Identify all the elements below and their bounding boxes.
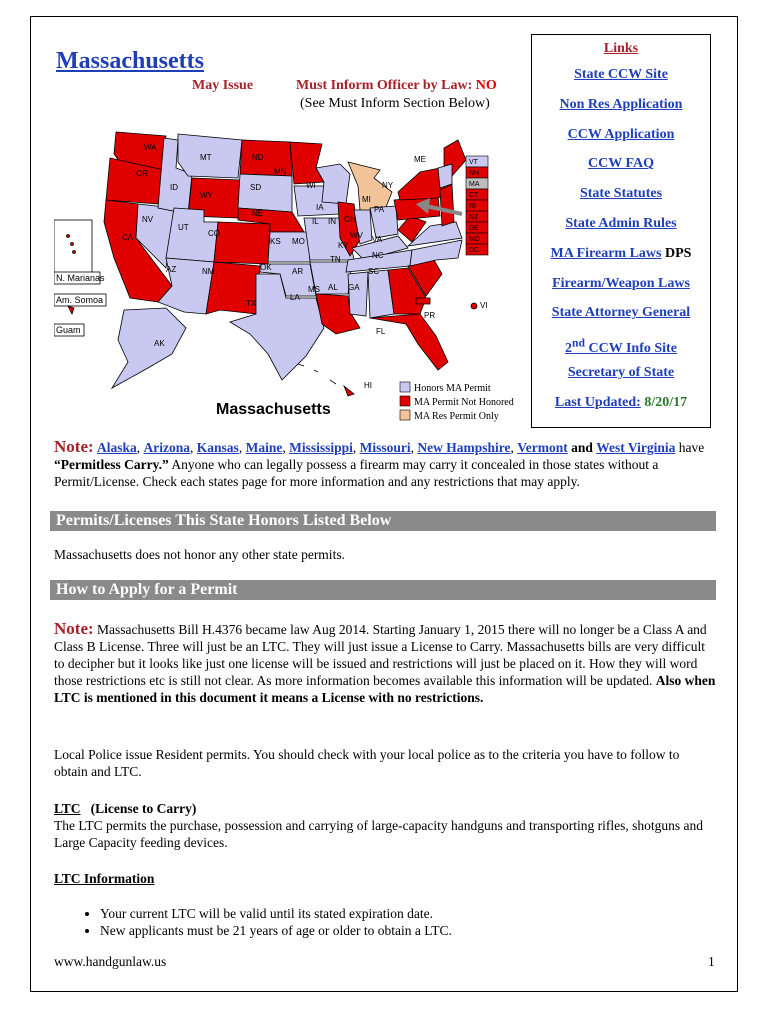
links-box: [531, 34, 711, 428]
svg-text:ID: ID: [170, 183, 178, 192]
svg-text:WV: WV: [350, 231, 363, 240]
svg-text:NE: NE: [252, 209, 264, 218]
link-firearm-weapon-laws[interactable]: Firearm/Weapon Laws: [552, 275, 690, 291]
svg-text:MS: MS: [308, 285, 320, 294]
state-hi: [298, 364, 354, 396]
svg-text:IN: IN: [328, 217, 336, 226]
svg-text:MA: MA: [469, 181, 480, 188]
list-item: • Your current LTC will be valid until its stated expiration date.: [100, 905, 716, 922]
svg-text:VA: VA: [372, 235, 383, 244]
svg-text:LA: LA: [290, 293, 300, 302]
section-honors-header: Permits/Licenses This State Honors Listed Below: [50, 511, 716, 531]
svg-text:OR: OR: [136, 169, 148, 178]
svg-text:CO: CO: [208, 229, 220, 238]
svg-text:MN: MN: [274, 167, 287, 176]
svg-text:NV: NV: [142, 215, 154, 224]
link-ccw-application[interactable]: CCW Application: [567, 126, 675, 142]
svg-text:NM: NM: [202, 267, 215, 276]
svg-text:CT: CT: [469, 192, 479, 199]
link-missouri[interactable]: Missouri: [359, 440, 411, 455]
page-number: 1: [708, 954, 715, 969]
svg-text:ND: ND: [252, 153, 264, 162]
page-title: Massachusetts: [56, 48, 204, 74]
svg-text:FL: FL: [376, 327, 386, 336]
svg-text:OK: OK: [260, 263, 272, 272]
svg-text:MA Permit Not Honored: MA Permit Not Honored: [414, 397, 514, 408]
svg-text:UT: UT: [178, 223, 189, 232]
territory-guam: Guam: [56, 325, 81, 335]
state-pr: [416, 298, 430, 304]
svg-text:SD: SD: [250, 183, 262, 192]
svg-text:WY: WY: [200, 191, 213, 200]
link-alaska[interactable]: Alaska: [97, 440, 137, 455]
svg-text:AK: AK: [154, 339, 165, 348]
link-arizona[interactable]: Arizona: [143, 440, 191, 455]
state-vi: [471, 303, 477, 309]
svg-text:NH: NH: [469, 170, 480, 177]
svg-text:SC: SC: [368, 267, 380, 276]
svg-text:MT: MT: [200, 153, 212, 162]
svg-text:GA: GA: [348, 283, 360, 292]
svg-text:TX: TX: [246, 299, 257, 308]
must-inform-value: NO: [475, 78, 497, 93]
link-state-admin-rules[interactable]: State Admin Rules: [565, 215, 677, 231]
link-mississippi[interactable]: Mississippi: [289, 440, 353, 455]
state-ak: [112, 308, 186, 388]
svg-text:KY: KY: [338, 241, 349, 250]
honors-text: Massachusetts does not honor any other state permits.: [54, 547, 345, 562]
link-ccw-faq[interactable]: CCW FAQ: [588, 156, 654, 172]
svg-text:WI: WI: [306, 181, 316, 190]
map-caption: Massachusetts: [216, 401, 331, 418]
svg-text:PA: PA: [374, 205, 385, 214]
ltc-text: The LTC permits the purchase, possession and carrying of large-capacity handguns and transporting rifles, shotguns and Large Capacity feeding devices.: [54, 818, 703, 850]
link-state-ccw-site[interactable]: State CCW Site: [574, 67, 668, 82]
state-nh-vt: [438, 164, 452, 188]
svg-text:NJ: NJ: [469, 214, 478, 221]
territory-am-somoa: Am. Somoa: [56, 295, 104, 305]
svg-text:AR: AR: [292, 267, 304, 276]
svg-text:VI: VI: [480, 301, 488, 310]
list-item: • New applicants must be 21 years of age or older to obtain a LTC.: [100, 922, 716, 939]
must-inform-note: (See Must Inform Section Below): [300, 96, 490, 111]
svg-text:MO: MO: [292, 237, 305, 246]
svg-text:AZ: AZ: [166, 265, 177, 274]
svg-text:VT: VT: [469, 159, 478, 166]
svg-text:DE: DE: [469, 225, 479, 232]
footer-site: www.handgunlaw.us: [54, 954, 167, 969]
svg-text:MI: MI: [362, 195, 371, 204]
state-sd: [238, 174, 292, 212]
svg-text:KS: KS: [270, 237, 281, 246]
ltc-block: LTC (License to Carry) The LTC permits the purchase, possession and carrying of large-capacity handguns and transporting rifles, shotguns and Large Capacity feeding devices.: [54, 801, 703, 850]
svg-text:CA: CA: [122, 233, 134, 242]
link-ma-firearm-laws[interactable]: MA Firearm Laws: [550, 245, 662, 261]
must-inform-label: Must Inform Officer by Law:: [296, 78, 473, 93]
svg-text:Honors MA Permit: Honors MA Permit: [414, 383, 491, 394]
state-ms: [348, 272, 368, 316]
svg-text:NC: NC: [372, 251, 384, 260]
territory-n-marianas: N. Marianas: [56, 273, 105, 283]
link-state-attorney-general[interactable]: State Attorney General: [551, 305, 691, 321]
svg-text:PR: PR: [424, 311, 436, 320]
svg-text:DC: DC: [469, 247, 480, 254]
ltc-info-title: LTC Information: [54, 871, 155, 886]
must-inform: [296, 78, 497, 94]
dps-label: DPS: [665, 245, 692, 261]
svg-text:AL: AL: [328, 283, 338, 292]
police-text: Local Police issue Resident permits. You should check with your local police as to the criteria you have to follow to obtain and LTC.: [54, 747, 680, 779]
link-state-statutes[interactable]: State Statutes: [579, 186, 663, 202]
link-kansas[interactable]: Kansas: [196, 440, 239, 455]
link-ccw-info-site[interactable]: 2nd CCW Info Site: [565, 336, 677, 356]
permitless-carry-note: Note: Alaska, Arizona, Kansas, Maine, Mississippi, Missouri, New Hampshire, Vermont and West Virginia have “Permitless Carry.” Anyone who can legally possess a firearm may carry it concealed in those states without a Permit/License. Check each states page for more information and any restrictions that may apply.: [54, 437, 705, 489]
svg-text:ME: ME: [414, 155, 426, 164]
reciprocity-map: [54, 118, 530, 428]
svg-text:IL: IL: [312, 217, 319, 226]
svg-text:RI: RI: [469, 203, 476, 210]
link-secretary-of-state[interactable]: Secretary of State: [567, 364, 675, 380]
svg-text:NY: NY: [382, 181, 394, 190]
svg-text:HI: HI: [364, 381, 372, 390]
section-apply-header: How to Apply for a Permit: [50, 580, 716, 600]
svg-text:MD: MD: [469, 236, 480, 243]
state-mn: [290, 142, 324, 184]
ltc-label: LTC: [54, 801, 81, 816]
svg-text:OH: OH: [344, 215, 356, 224]
bill-note: Note: Massachusetts Bill H.4376 became law Aug 2014. Starting January 1, 2015 there will no longer be a Class A and Class B License. Three will just be an LTC. They will just issue a License to Carry. Massachusetts bills are very difficult to decipher but it looks like just one license will be issued and restrictions will just be placed on it. How they will word those restrictions etc is still not clear. As more information becomes available this information will be updated. Also when LTC is mentioned in this document it means a License with no restrictions.: [54, 619, 716, 705]
svg-text:IA: IA: [316, 203, 324, 212]
ltc-info-list: [54, 905, 716, 939]
links-heading: Links: [603, 41, 639, 56]
map-legend: [400, 382, 514, 422]
link-new-hampshire[interactable]: New Hampshire: [417, 440, 511, 455]
svg-text:MA Res Permit Only: MA Res Permit Only: [414, 411, 499, 422]
link-maine[interactable]: Maine: [245, 440, 283, 455]
state-co: [214, 222, 270, 264]
issue-type: May Issue: [192, 78, 254, 93]
svg-text:WA: WA: [144, 143, 157, 152]
svg-text:TN: TN: [330, 255, 341, 264]
last-updated: Last Updated: 8/20/17: [554, 394, 688, 410]
link-vermont[interactable]: Vermont: [517, 440, 568, 455]
state-fl: [370, 314, 448, 370]
state-ne-coast: [440, 184, 454, 226]
link-non-res-application[interactable]: Non Res Application: [559, 96, 683, 112]
link-west-virginia[interactable]: West Virginia: [596, 440, 676, 455]
